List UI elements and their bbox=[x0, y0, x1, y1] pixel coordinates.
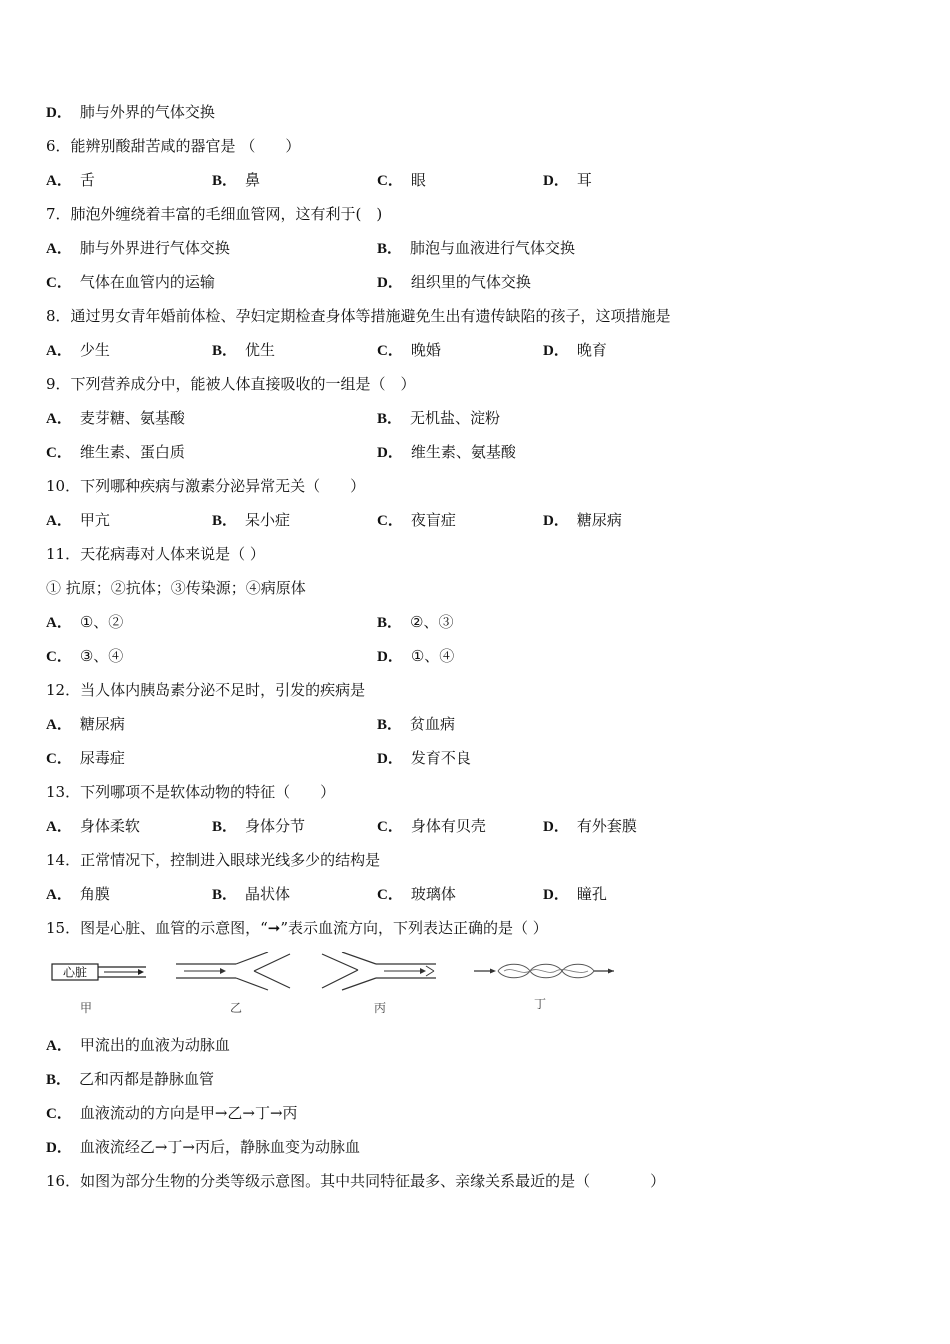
question-15-stem: 15．图是心脏、血管的示意图，“➞”表示血流方向，下列表达正确的是（ ） bbox=[46, 919, 548, 937]
figure-bing bbox=[322, 952, 436, 990]
heart-vessel-figure bbox=[46, 952, 626, 1018]
question-12-option-b: B． 贫血病 bbox=[377, 715, 456, 733]
question-14-option-a: A． 角膜 bbox=[46, 885, 110, 903]
question-7-stem: 7．肺泡外缠绕着丰富的毛细血管网，这有利于( ) bbox=[46, 205, 383, 223]
question-7-option-b: B． 肺泡与血液进行气体交换 bbox=[377, 239, 576, 257]
question-8-stem: 8．通过男女青年婚前体检、孕妇定期检查身体等措施避免生出有遗传缺陷的孩子，这项措施是 bbox=[46, 307, 671, 325]
question-11-option-d: D． ①、④ bbox=[377, 647, 455, 665]
question-7-option-a: A． 肺与外界进行气体交换 bbox=[46, 239, 230, 257]
question-9-option-b: B． 无机盐、淀粉 bbox=[377, 409, 501, 427]
figure-ding bbox=[474, 964, 614, 978]
question-16-stem: 16．如图为部分生物的分类等级示意图。其中共同特征最多、亲缘关系最近的是（ ） bbox=[46, 1172, 666, 1190]
question-8-option-d: D． 晚育 bbox=[543, 341, 607, 359]
question-5-option-d: D． 肺与外界的气体交换 bbox=[46, 103, 215, 121]
question-6-option-d: D． 耳 bbox=[543, 171, 592, 189]
question-15-option-d: D． 血液流经乙→丁→丙后，静脉血变为动脉血 bbox=[46, 1138, 360, 1156]
question-6-option-a: A． 舌 bbox=[46, 171, 95, 189]
heart-vessel-diagram bbox=[46, 952, 626, 1018]
question-10-option-b: B． 呆小症 bbox=[212, 511, 291, 529]
figure-label-jia: 甲 bbox=[79, 1001, 93, 1015]
question-13-option-c: C． 身体有贝壳 bbox=[377, 817, 486, 835]
question-13-stem: 13．下列哪项不是软体动物的特征（ ） bbox=[46, 783, 336, 801]
question-8-option-b: B． 优生 bbox=[212, 341, 276, 359]
question-10-stem: 10．下列哪种疾病与激素分泌异常无关（ ） bbox=[46, 477, 366, 495]
question-15-option-a: A． 甲流出的血液为动脉血 bbox=[46, 1036, 230, 1054]
heart-label: 心脏 bbox=[62, 965, 88, 980]
question-14-option-d: D． 瞳孔 bbox=[543, 885, 607, 903]
question-12-option-a: A． 糖尿病 bbox=[46, 715, 125, 733]
question-6-stem: 6．能辨别酸甜苦咸的器官是 （ ） bbox=[46, 137, 301, 155]
question-9-stem: 9．下列营养成分中，能被人体直接吸收的一组是（ ） bbox=[46, 375, 416, 393]
question-8-option-c: C． 晚婚 bbox=[377, 341, 441, 359]
question-12-stem: 12．当人体内胰岛素分泌不足时，引发的疾病是 bbox=[46, 681, 366, 699]
question-14-option-b: B． 晶状体 bbox=[212, 885, 291, 903]
question-9-option-a: A． 麦芽糖、氨基酸 bbox=[46, 409, 185, 427]
question-10-option-c: C． 夜盲症 bbox=[377, 511, 456, 529]
question-13-option-d: D． 有外套膜 bbox=[543, 817, 637, 835]
question-9-option-d: D． 维生素、氨基酸 bbox=[377, 443, 516, 461]
question-14-option-c: C． 玻璃体 bbox=[377, 885, 456, 903]
question-11-note: ① 抗原；②抗体；③传染源；④病原体 bbox=[46, 579, 306, 597]
question-8-option-a: A． 少生 bbox=[46, 341, 110, 359]
question-15-option-b: B． 乙和丙都是静脉血管 bbox=[46, 1070, 215, 1088]
question-10-option-a: A． 甲亢 bbox=[46, 511, 110, 529]
question-13-option-a: A． 身体柔软 bbox=[46, 817, 140, 835]
figure-label-yi: 乙 bbox=[229, 1001, 243, 1015]
question-14-stem: 14．正常情况下，控制进入眼球光线多少的结构是 bbox=[46, 851, 381, 869]
question-15-option-c: C． 血液流动的方向是甲→乙→丁→丙 bbox=[46, 1104, 298, 1122]
question-11-option-c: C． ③、④ bbox=[46, 647, 124, 665]
figure-label-bing: 丙 bbox=[373, 1001, 387, 1015]
question-13-option-b: B． 身体分节 bbox=[212, 817, 306, 835]
question-10-option-d: D． 糖尿病 bbox=[543, 511, 622, 529]
question-11-option-b: B． ②、③ bbox=[377, 613, 454, 631]
figure-yi bbox=[176, 952, 290, 990]
question-12-option-d: D． 发育不良 bbox=[377, 749, 471, 767]
question-12-option-c: C． 尿毒症 bbox=[46, 749, 125, 767]
figure-jia bbox=[52, 964, 146, 980]
figure-label-ding: 丁 bbox=[533, 997, 547, 1011]
question-6-option-c: C． 眼 bbox=[377, 171, 426, 189]
question-11-option-a: A． ①、② bbox=[46, 613, 124, 631]
question-7-option-c: C． 气体在血管内的运输 bbox=[46, 273, 215, 291]
question-6-option-b: B． 鼻 bbox=[212, 171, 261, 189]
question-11-stem: 11．天花病毒对人体来说是（ ） bbox=[46, 545, 265, 563]
question-7-option-d: D． 组织里的气体交换 bbox=[377, 273, 531, 291]
question-9-option-c: C． 维生素、蛋白质 bbox=[46, 443, 185, 461]
